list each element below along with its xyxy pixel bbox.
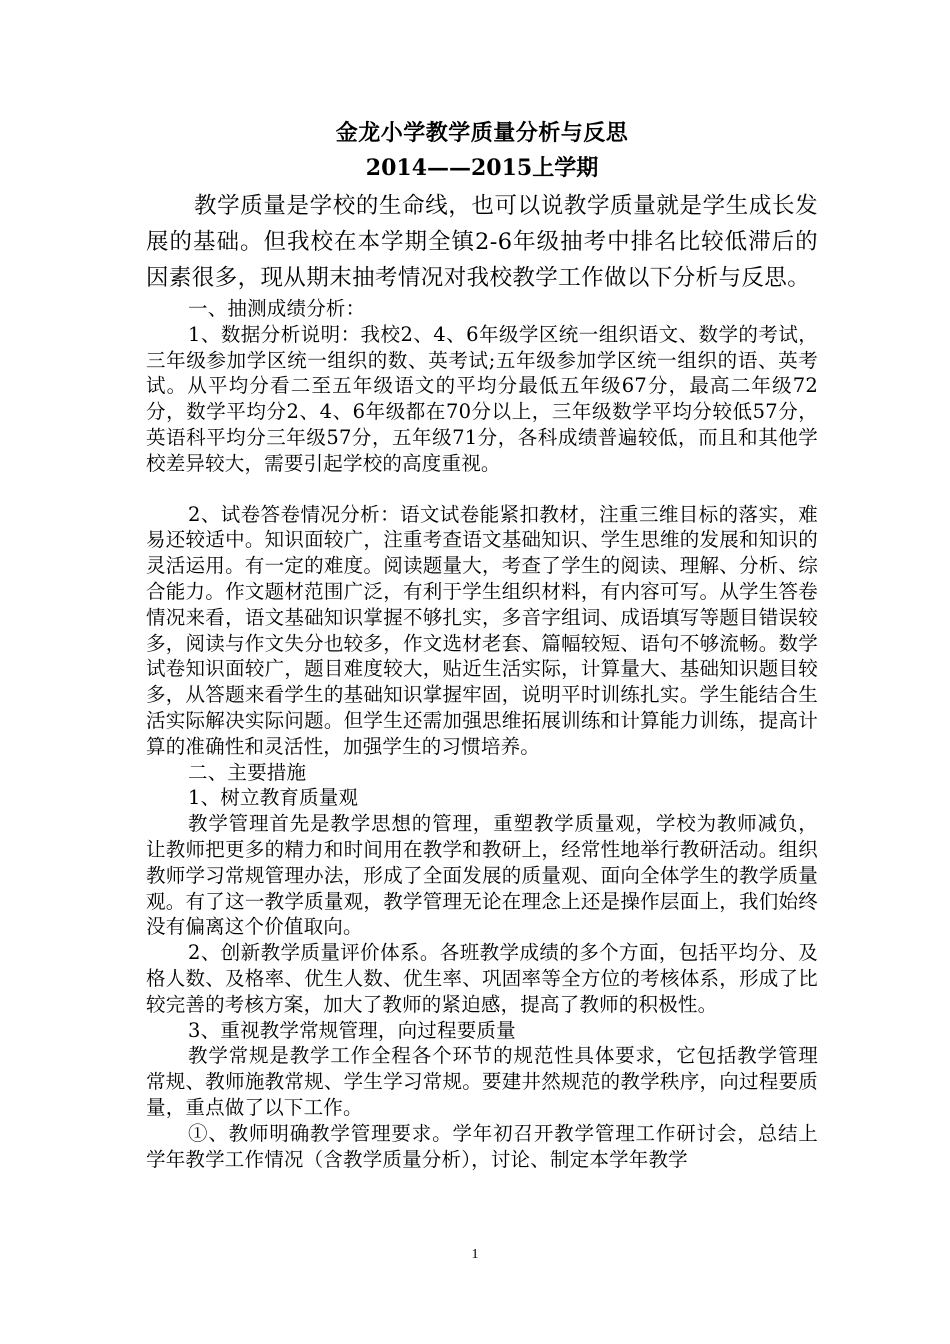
paragraph-teaching-management: 教学管理首先是教学思想的管理，重塑教学质量观，学校为教师减负，让教师把更多的精力和时间用在教学和教研上，经常性地举行教研活动。组织教师学习常规管理办法，形成了全面发展的质量观、面向全体学生的教学质量观。有了这一教学质量观，教学管理无论在理念上还是操作层面上，我们始终没有偏离这个价值取向。: [146, 812, 818, 939]
paragraph-evaluation-system: 2、创新教学质量评价体系。各班教学成绩的多个方面，包括平均分、及格人数、及格率、优生人数、优生率、巩固率等全方位的考核体系，形成了比较完善的考核方案，加大了教师的紧迫感，提高了教师的积极性。: [146, 941, 818, 1016]
paragraph-management-requirements: ①、教师明确教学管理要求。学年初召开教学管理工作研讨会，总结上学年教学工作情况（含教学质量分析），讨论、制定本学年教学: [146, 1121, 818, 1171]
document-title: 金龙小学教学质量分析与反思: [335, 120, 629, 146]
paragraph-spacer: [146, 477, 818, 502]
page-number: 1: [471, 1247, 479, 1262]
paragraph-exam-analysis: 2、试卷答卷情况分析：语文试卷能紧扣教材，注重三维目标的落实，难易还较适中。知识面较广，注重考查语文基础知识、学生思维的发展和知识的灵活运用。有一定的难度。阅读题量大，考查了学生的阅读、理解、分析、综合能力。作文题材范围广泛，有利于学生组织材料，有内容可写。从学生答卷情况来看，语文基础知识掌握不够扎实，多音字组词、成语填写等题目错误较多，阅读与作文失分也较多，作文选材老套、篇幅较短、语句不够流畅。数学试卷知识面较广，题目难度较大，贴近生活实际，计算量大、基础知识题目较多，从答题来看学生的基础知识掌握牢固，说明平时训练扎实。学生能结合生活实际解决实际问题。但学生还需加强思维拓展训练和计算能力训练，提高计算的准确性和灵活性，加强学生的习惯培养。: [146, 502, 818, 758]
subheading-routine-management: 3、重视教学常规管理，向过程要质量: [188, 1018, 516, 1042]
section-heading-score-analysis: 一、抽测成绩分析：: [188, 297, 366, 320]
paragraph-data-analysis: 1、数据分析说明：我校2、4、6年级学区统一组织语文、数学的考试，三年级参加学区统一组织的数、英考试;五年级参加学区统一组织的语、英考试。从平均分看二至五年级语文的平均分最低五年级67分，最高二年级72分，数学平均分2、4、6年级都在70分以上，三年级数学平均分较低57分，英语科平均分三年级57分，五年级71分，各科成绩普遍较低，而且和其他学校差异较大，需要引起学校的高度重视。: [146, 322, 818, 475]
intro-paragraph: 教学质量是学校的生命线，也可以说教学质量就是学生成长发展的基础。但我校在本学期全镇2-6年级抽考中排名比较低滞后的因素很多，现从期末抽考情况对我校教学工作做以下分析与反思。: [146, 193, 818, 291]
document-page: [146, 116, 818, 1172]
section-heading-measures: 二、主要措施: [188, 760, 307, 784]
document-subtitle: 2014——2015上学期: [365, 155, 599, 181]
subheading-quality-view: 1、树立教育质量观: [188, 786, 359, 810]
paragraph-teaching-routine: 教学常规是教学工作全程各个环节的规范性具体要求，它包括教学管理常规、教师施教常规、学生学习常规。要建井然规范的教学秩序，向过程要质量，重点做了以下工作。: [146, 1044, 818, 1119]
